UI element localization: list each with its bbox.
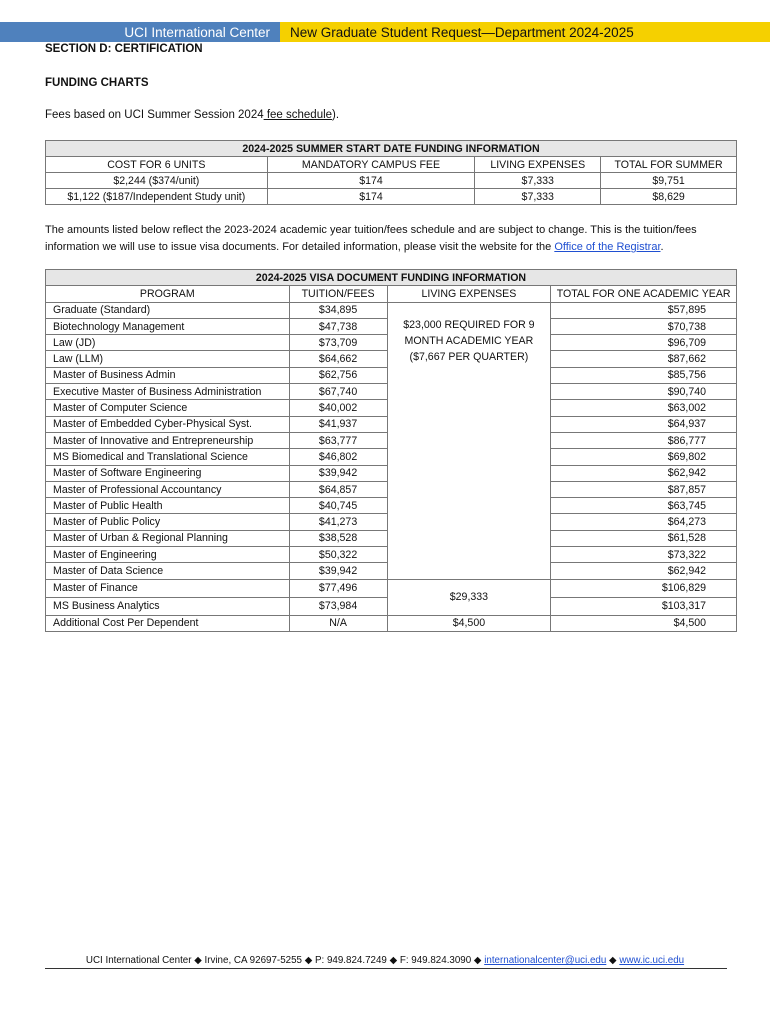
tuition-value: $46,802 — [289, 449, 387, 465]
program-name: Master of Urban & Regional Planning — [46, 530, 290, 546]
total-value: $70,738 — [551, 318, 737, 334]
table-cell: $2,244 ($374/unit) — [46, 173, 268, 189]
email-link[interactable]: internationalcenter@uci.edu — [484, 955, 607, 966]
program-name: Master of Data Science — [46, 563, 290, 579]
program-name: Biotechnology Management — [46, 318, 290, 334]
total-value: $87,662 — [551, 351, 737, 367]
total-value: $85,756 — [551, 367, 737, 383]
header-form-title: New Graduate Student Request—Department 2024-2025 — [280, 22, 770, 42]
program-name: Master of Finance — [46, 579, 290, 597]
header-bar — [0, 22, 770, 42]
program-name: Law (LLM) — [46, 351, 290, 367]
program-name: Master of Professional Accountancy — [46, 481, 290, 497]
summer-funding-table — [45, 140, 737, 205]
tuition-value: $63,777 — [289, 432, 387, 448]
total-value: $62,942 — [551, 563, 737, 579]
footer-separator: ◆ — [606, 955, 620, 966]
summer-table-caption: 2024-2025 SUMMER START DATE FUNDING INFORMATION — [46, 141, 737, 157]
fees-line — [45, 109, 339, 121]
column-header: MANDATORY CAMPUS FEE — [267, 157, 475, 173]
footer-contact: UCI International Center ◆ Irvine, CA 92697-5255 ◆ P: 949.824.7249 ◆ F: 949.824.3090 ◆ — [85, 955, 485, 966]
program-name: MS Business Analytics — [46, 597, 290, 615]
program-name: Master of Computer Science — [46, 400, 290, 416]
tuition-value: $41,273 — [289, 514, 387, 530]
tuition-value: $50,322 — [289, 547, 387, 563]
table-cell: $9,751 — [601, 173, 737, 189]
dependent-living: $4,500 — [387, 615, 551, 631]
footer-rule — [45, 968, 727, 969]
footer — [0, 955, 770, 966]
program-name: Executive Master of Business Administration — [46, 384, 290, 400]
visa-table-caption: 2024-2025 VISA DOCUMENT FUNDING INFORMATION — [46, 270, 737, 286]
program-name: Graduate (Standard) — [46, 302, 290, 318]
column-header: TUITION/FEES — [289, 286, 387, 302]
total-value: $73,322 — [551, 547, 737, 563]
total-value: $86,777 — [551, 432, 737, 448]
header-org: UCI International Center — [0, 22, 280, 42]
tuition-value: $67,740 — [289, 384, 387, 400]
tuition-value: $64,662 — [289, 351, 387, 367]
tuition-value: $64,857 — [289, 481, 387, 497]
column-header: LIVING EXPENSES — [475, 157, 601, 173]
table-cell: $8,629 — [601, 189, 737, 205]
table-row — [46, 579, 737, 597]
program-name: MS Biomedical and Translational Science — [46, 449, 290, 465]
tuition-value: $73,709 — [289, 335, 387, 351]
table-row — [46, 189, 737, 205]
total-value: $63,745 — [551, 498, 737, 514]
dependent-tuition: N/A — [289, 615, 387, 631]
tuition-value: $34,895 — [289, 302, 387, 318]
tuition-value: $39,942 — [289, 563, 387, 579]
tuition-value: $40,002 — [289, 400, 387, 416]
total-value: $90,740 — [551, 384, 737, 400]
table-cell: $7,333 — [475, 189, 601, 205]
table-cell: $7,333 — [475, 173, 601, 189]
tuition-value: $38,528 — [289, 530, 387, 546]
tuition-note-suffix: . — [660, 241, 664, 253]
table-cell: $1,122 ($187/Independent Study unit) — [46, 189, 268, 205]
section-title: SECTION D: CERTIFICATION — [45, 43, 203, 55]
living-expenses-line: ($7,667 PER QUARTER) — [409, 350, 529, 363]
table-cell: $174 — [267, 189, 475, 205]
total-value: $62,942 — [551, 465, 737, 481]
living-expenses-line: $23,000 REQUIRED FOR 9 — [403, 318, 535, 331]
fees-line-suffix: ). — [332, 109, 340, 121]
tuition-value: $39,942 — [289, 465, 387, 481]
tuition-note-text: The amounts listed below reflect the 2023-2024 academic year tuition/fees schedule and are subject to change. This is the tuition/fees information we will use to issue visa documents. For detailed information, please visit the website for the — [45, 224, 697, 253]
living-expenses-finance: $29,333 — [387, 579, 551, 615]
tuition-value: $40,745 — [289, 498, 387, 514]
table-header-row — [46, 286, 737, 302]
website-link[interactable]: www.ic.uci.edu — [619, 955, 685, 966]
program-name: Master of Innovative and Entrepreneurship — [46, 432, 290, 448]
program-name: Master of Embedded Cyber-Physical Syst. — [46, 416, 290, 432]
living-expenses-line: MONTH ACADEMIC YEAR — [404, 334, 534, 347]
tuition-value: $77,496 — [289, 579, 387, 597]
fee-schedule-link[interactable]: fee schedule — [263, 109, 333, 121]
tuition-value: $62,756 — [289, 367, 387, 383]
total-value: $87,857 — [551, 481, 737, 497]
total-value: $106,829 — [551, 579, 737, 597]
total-value: $64,937 — [551, 416, 737, 432]
program-name: Master of Engineering — [46, 547, 290, 563]
column-header: TOTAL FOR SUMMER — [601, 157, 737, 173]
dependent-label: Additional Cost Per Dependent — [46, 615, 290, 631]
table-header-row — [46, 157, 737, 173]
visa-funding-table — [45, 269, 737, 632]
table-cell: $174 — [267, 173, 475, 189]
column-header: COST FOR 6 UNITS — [46, 157, 268, 173]
tuition-note — [45, 222, 735, 256]
column-header: LIVING EXPENSES — [387, 286, 551, 302]
total-value: $103,317 — [551, 597, 737, 615]
tuition-value: $47,738 — [289, 318, 387, 334]
program-name: Master of Public Policy — [46, 514, 290, 530]
total-value: $69,802 — [551, 449, 737, 465]
total-value: $96,709 — [551, 335, 737, 351]
registrar-link[interactable]: Office of the Registrar — [554, 241, 661, 253]
table-row — [46, 302, 737, 318]
column-header: TOTAL FOR ONE ACADEMIC YEAR — [551, 286, 737, 302]
program-name: Law (JD) — [46, 335, 290, 351]
table-row-dependent — [46, 615, 737, 631]
fees-line-prefix: Fees based on UCI Summer Session 2024 — [45, 109, 264, 121]
tuition-value: $41,937 — [289, 416, 387, 432]
total-value: $64,273 — [551, 514, 737, 530]
tuition-value: $73,984 — [289, 597, 387, 615]
living-expenses-main — [387, 302, 551, 579]
program-name: Master of Software Engineering — [46, 465, 290, 481]
program-name: Master of Business Admin — [46, 367, 290, 383]
total-value: $61,528 — [551, 530, 737, 546]
table-row — [46, 173, 737, 189]
total-value: $63,002 — [551, 400, 737, 416]
program-name: Master of Public Health — [46, 498, 290, 514]
total-value: $57,895 — [551, 302, 737, 318]
dependent-total: $4,500 — [551, 615, 737, 631]
column-header: PROGRAM — [46, 286, 290, 302]
funding-title: FUNDING CHARTS — [45, 77, 149, 89]
